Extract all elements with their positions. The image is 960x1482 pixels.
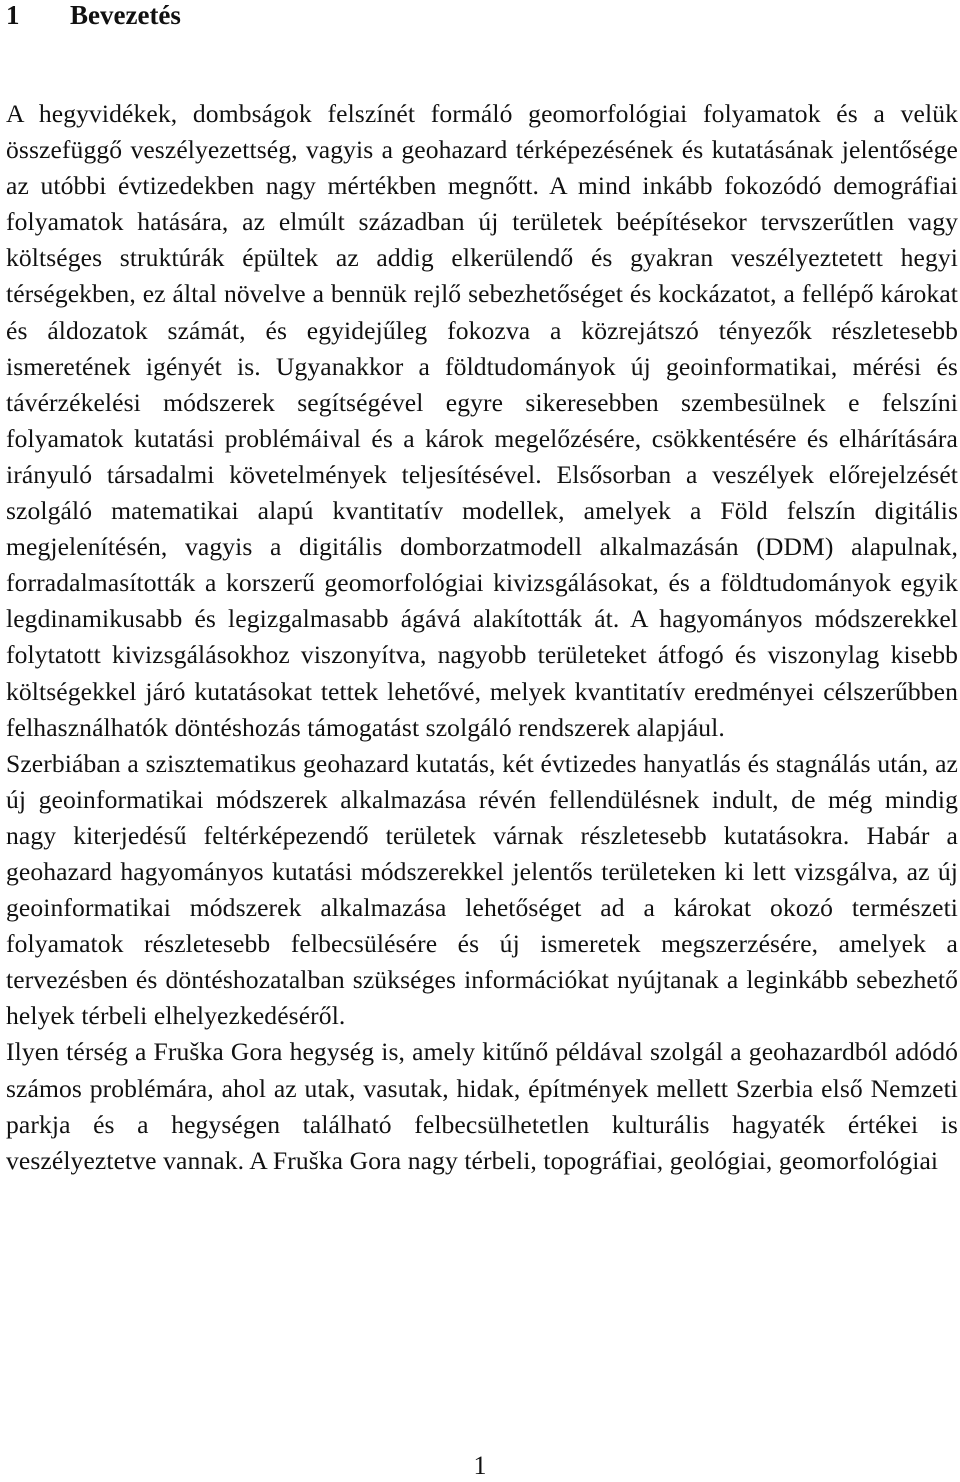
paragraph-2: Szerbiában a szisztematikus geohazard kutatás, két évtizedes hanyatlás és stagnálás után, az új geoinformatikai módszerek alkalmazása révén fellendülésnek indult, de még mindig nagy kiterjedésű feltérképezendő területek várnak részletesebb kutatásokra. Habár a geohazard hagyományos kutatási módszerekkel jelentős területeken ki lett vizsgálva, az új geoinformatikai módszerek alkalmazása lehetőséget ad a károkat okozó természeti folyamatok részletesebb felbecsülésére és új ismeretek megszerzésére, amelyek a tervezésben és döntéshozatalban szükséges információkat nyújtanak a leginkább sebezhető helyek térbeli elhelyezkedéséről.	[6, 748, 958, 1031]
body-text	[6, 96, 958, 1179]
paragraph-1: A hegyvidékek, dombságok felszínét formáló geomorfológiai folyamatok és a velük összefüggő veszélyezettség, vagyis a geohazard térképezésének és kutatásának jelentősége az utóbbi évtizedekben nagy mértékben megnőtt. A mind inkább fokozódó demográfiai folyamatok hatására, az elmúlt században új területek beépítésekor tervszerűtlen vagy költséges struktúrák épültek az addig elkerülendő és gyakran veszélyeztetett hegyi térségekben, ez által növelve a bennük rejlő sebezhetőséget és kockázatot, a fellépő károkat és áldozatok számát, és egyidejűleg fokozva a közrejátszó tényezők részletesebb ismeretének igényét is. Ugyanakkor a földtudományok új geoinformatikai, mérési és távérzékelési módszerek segítségével egyre sikeresebben szembesülnek e felszíni folyamatok kutatási problémáival és a károk megelőzésére, csökkentésére és elhárítására irányuló társadalmi követelmények teljesítésével. Elsősorban a veszélyek előrejelzését szolgáló matematikai alapú kvantitatív modellek, amelyek a Föld felszín digitális megjelenítésén, vagyis a digitális domborzatmodell alkalmazásán (DDM) alapulnak, forradalmasították a korszerű geomorfológiai kivizsgálásokat, és a földtudományok egyik legdinamikusabb és legizgalmasabb ágává alakították át. A hagyományos módszerekkel folytatott kivizsgálásokhoz viszonyítva, nagyobb területeket átfogó és viszonylag kisebb költségekkel járó kutatásokat tettek lehetővé, melyek kvantitatív eredményei célszerűbben felhasználhatók döntéshozás támogatást szolgáló rendszerek alapjául.	[6, 99, 958, 742]
section-number: 1	[6, 0, 20, 30]
section-heading	[6, 0, 958, 30]
section-title: Bevezetés	[70, 0, 181, 30]
document-page	[6, 0, 958, 1175]
paragraph-3: Ilyen térség a Fruška Gora hegység is, amely kitűnő példával szolgál a geohazardból adódó számos problémára, ahol az utak, vasutak, hidak, építmények mellett Szerbia első Nemzeti parkja és a hegységen található felbecsülhetetlen kulturális hagyaték értékei is veszélyeztetve vannak. A Fruška Gora nagy térbeli, topográfiai, geológiai, geomorfológiai	[6, 1037, 958, 1175]
page-number: 1	[473, 1451, 487, 1480]
